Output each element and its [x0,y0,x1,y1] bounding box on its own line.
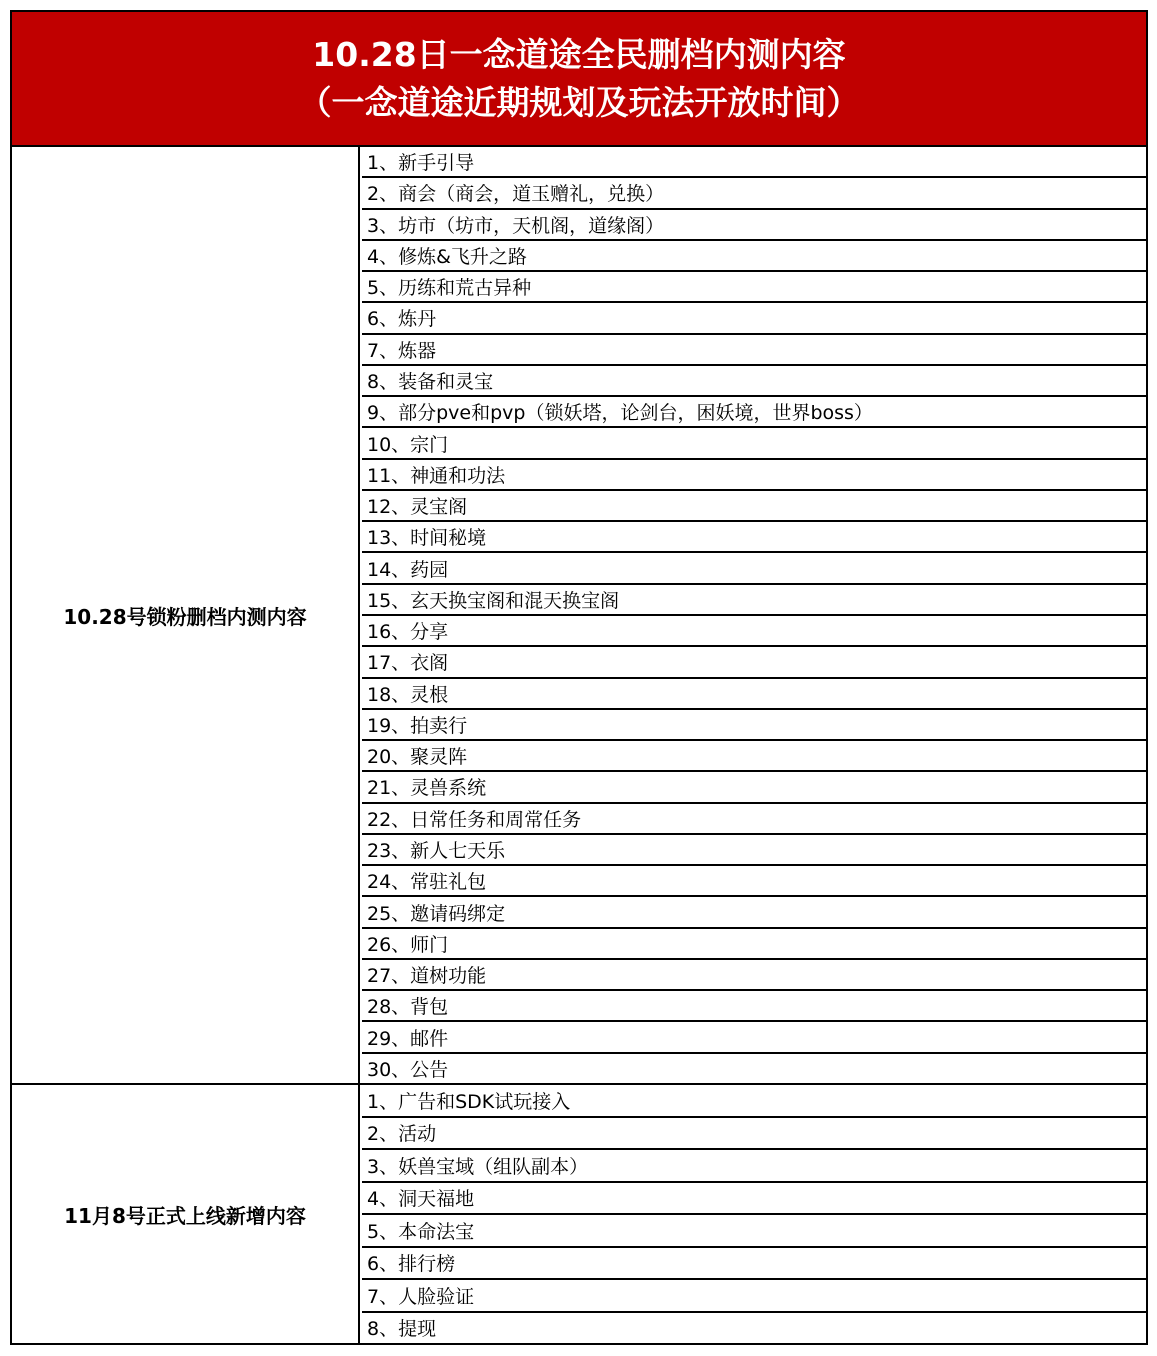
list-item: 2、活动 [362,1118,1146,1151]
list-item: 26、师门 [362,929,1146,960]
list-item: 8、提现 [367,1318,437,1341]
section-official-launch [12,1083,1146,1343]
list-item: 2、商会（商会，道玉赠礼，兑换） [362,178,1146,209]
list-item: 3、坊市（坊市，天机阁，道缘阁） [362,210,1146,241]
list-item: 24、常驻礼包 [362,866,1146,897]
section-label: 11月8号正式上线新增内容 [12,1085,360,1343]
section-label: 10.28号锁粉删档内测内容 [12,147,360,1083]
list-item: 15、玄天换宝阁和混天换宝阁 [362,585,1146,616]
list-item: 7、炼器 [362,335,1146,366]
list-item: 8、装备和灵宝 [362,366,1146,397]
header-title-line2: （一念道途近期规划及玩法开放时间） [298,82,860,122]
list-item: 30、公告 [367,1058,449,1081]
list-item: 25、邀请码绑定 [362,897,1146,928]
list-item: 17、衣阁 [362,647,1146,678]
list-item: 3、妖兽宝域（组队副本） [362,1150,1146,1183]
list-item: 11、神通和功法 [362,460,1146,491]
section-item-list [362,147,1146,1083]
list-item: 21、灵兽系统 [362,772,1146,803]
list-item: 12、灵宝阁 [362,491,1146,522]
list-item: 16、分享 [362,616,1146,647]
list-item: 27、道树功能 [362,960,1146,991]
list-item: 5、本命法宝 [362,1215,1146,1248]
list-item: 7、人脸验证 [362,1280,1146,1313]
list-item: 6、炼丹 [362,303,1146,334]
list-item: 5、历练和荒古异种 [362,272,1146,303]
list-item: 1、新手引导 [362,147,1146,178]
section-beta-test [12,147,1146,1083]
list-item: 13、时间秘境 [362,522,1146,553]
section-item-list [362,1085,1146,1343]
list-item: 1、广告和SDK试玩接入 [362,1085,1146,1118]
list-item: 29、邮件 [362,1022,1146,1053]
list-item: 23、新人七天乐 [362,835,1146,866]
content-table [10,10,1148,1345]
header-title-line1: 10.28日一念道途全民删档内测内容 [312,34,846,74]
list-item: 9、部分pve和pvp（锁妖塔，论剑台，困妖境，世界boss） [362,397,1146,428]
table-header [12,12,1146,147]
list-item: 18、灵根 [362,679,1146,710]
list-item: 6、排行榜 [362,1248,1146,1281]
list-item: 19、拍卖行 [362,710,1146,741]
list-item: 22、日常任务和周常任务 [362,804,1146,835]
list-item: 20、聚灵阵 [362,741,1146,772]
list-item: 4、修炼&飞升之路 [362,241,1146,272]
list-item: 4、洞天福地 [362,1183,1146,1216]
list-item: 28、背包 [362,991,1146,1022]
list-item: 14、药园 [362,553,1146,584]
list-item: 10、宗门 [362,428,1146,459]
